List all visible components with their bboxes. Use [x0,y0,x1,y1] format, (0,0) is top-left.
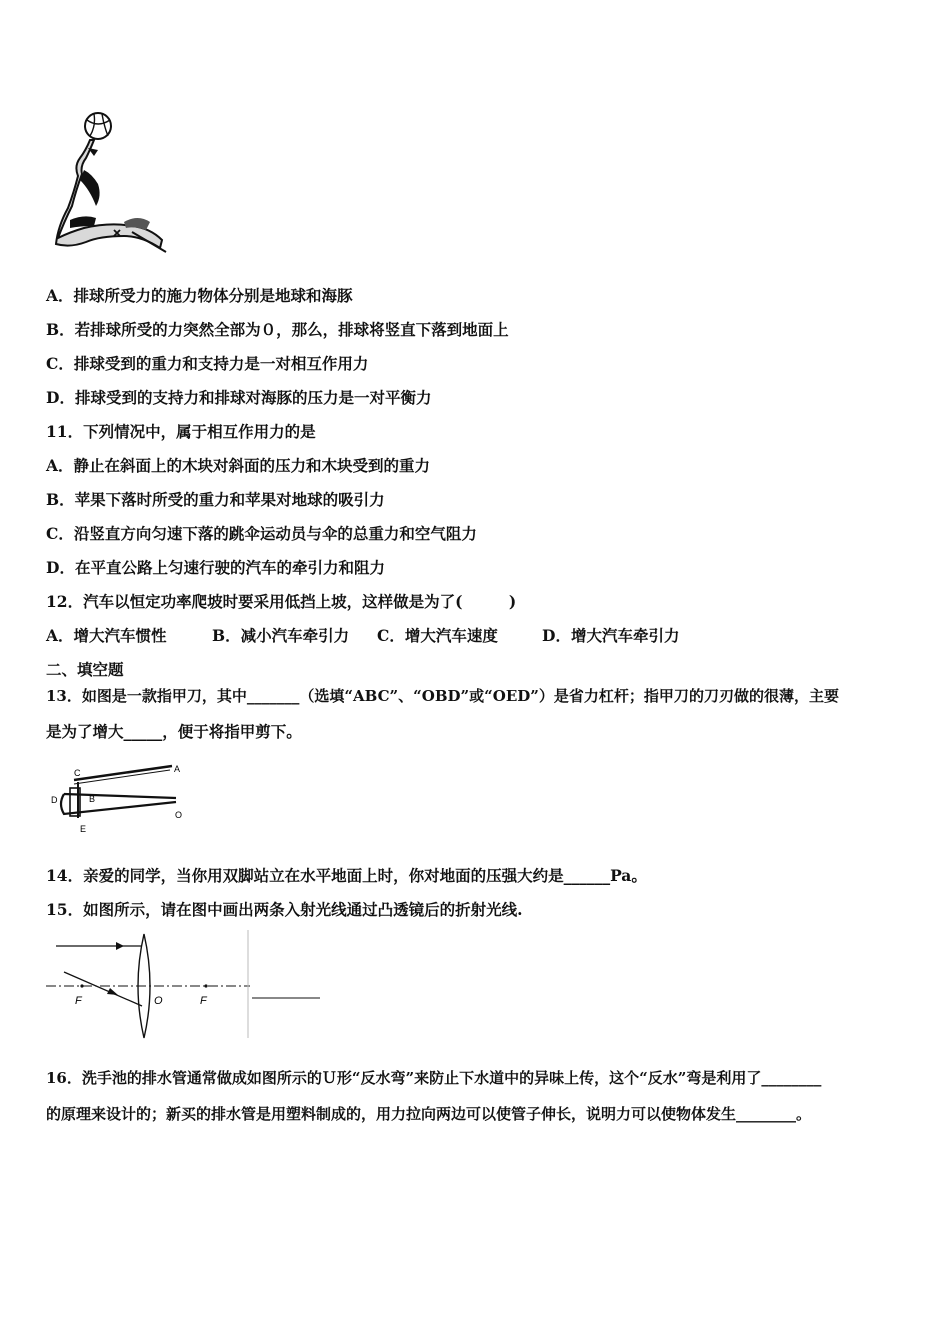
q10-option-d: D．排球受到的支持力和排球对海豚的压力是一对平衡力 [46,388,432,407]
q10-option-a: A．排球所受力的施力物体分别是地球和海豚 [46,286,353,305]
q12-option-b: B．减小汽车牵引力 [212,626,350,645]
label-c: C [74,768,81,778]
seal-body [56,140,162,248]
q15-text: 15．如图所示，请在图中画出两条入射光线通过凸透镜后的折射光线. [46,900,523,919]
q16-line1: 16．洗手池的排水管通常做成如图所示的Ｕ形“反水弯”来防止下水道中的异味上传，这个“反水”弯是利用了________ [46,1069,822,1087]
q11-option-a: A．静止在斜面上的木块对斜面的压力和木块受到的重力 [46,456,431,475]
label-b: B [89,794,96,804]
nail-clipper-figure [48,762,198,836]
q12-stem: 12．汽车以恒定功率爬坡时要采用低挡上坡，这样做是为了( ) [46,592,517,611]
q16-line2: 的原理来设计的；新买的排水管是用塑料制成的，用力拉向两边可以使管子伸长，说明力可以使物体发生________。 [46,1105,812,1123]
convex-lens-figure [44,928,324,1040]
q13-line2: 是为了增大_____，便于将指甲剪下。 [46,722,302,741]
label-f-right: F [200,995,207,1007]
section-title: 二、填空题 [46,660,124,679]
label-d: D [51,795,58,805]
q12-options [46,626,906,646]
label-o: O [175,810,183,820]
label-a: A [174,764,181,774]
q10-option-b: B．若排球所受的力突然全部为０，那么，排球将竖直下落到地面上 [46,320,509,339]
label-e: E [80,824,87,834]
seal-with-ball-figure [50,110,170,260]
label-o: O [154,995,163,1007]
q11-option-d: D．在平直公路上匀速行驶的汽车的牵引力和阻力 [46,558,385,577]
q12-option-d: D．增大汽车牵引力 [542,626,680,645]
q11-option-b: B．苹果下落时所受的重力和苹果对地球的吸引力 [46,490,385,509]
q12-option-c: C．增大汽车速度 [377,626,498,645]
q10-option-c: C．排球受到的重力和支持力是一对相互作用力 [46,354,369,373]
q13-line1: 13．如图是一款指甲刀，其中_______（选填“ABC”、“OBD”或“OED”）是省力杠杆；指甲刀的刀刃做的很薄，主要 [46,687,839,705]
label-f-left: F [75,995,82,1007]
q11-stem: 11．下列情况中，属于相互作用力的是 [46,422,316,441]
q11-option-c: C．沿竖直方向匀速下落的跳伞运动员与伞的总重力和空气阻力 [46,524,477,543]
q12-option-a: A．增大汽车惯性 [46,626,167,645]
q14-text: 14．亲爱的同学，当你用双脚站立在水平地面上时，你对地面的压强大约是______Pa。 [46,866,647,885]
